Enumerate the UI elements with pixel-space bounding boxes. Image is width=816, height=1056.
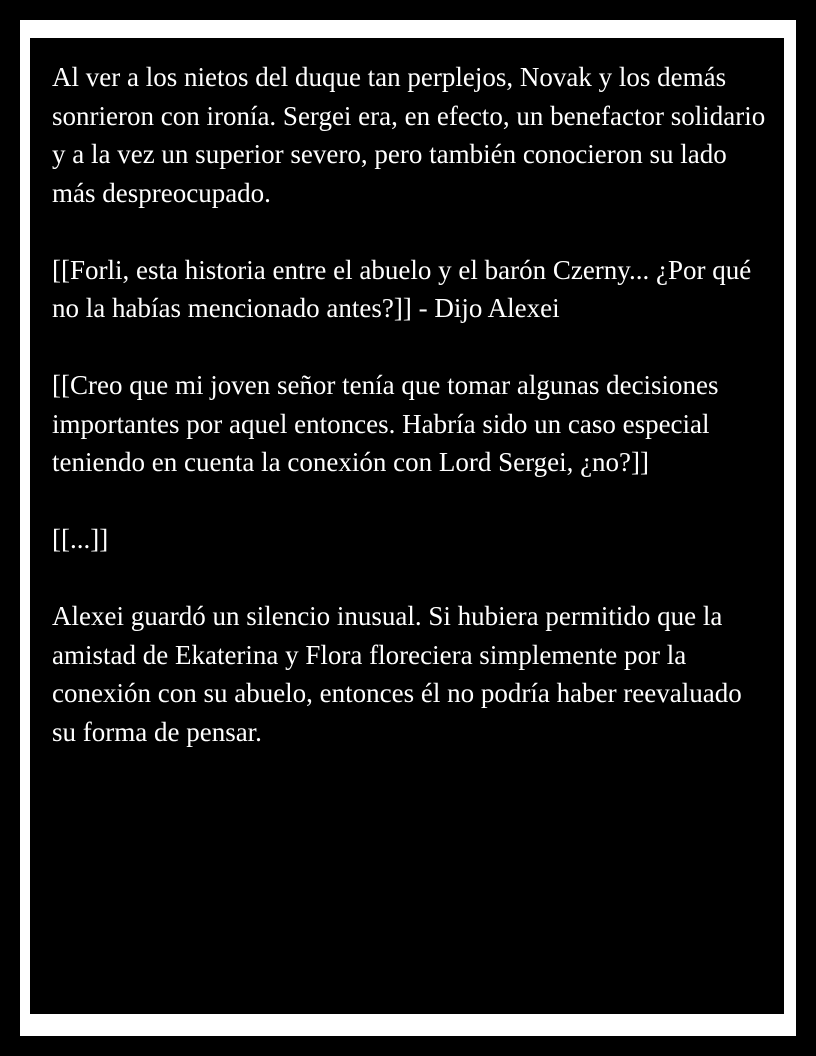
- paragraph-narration-2: Alexei guardó un silencio inusual. Si hubiera permitido que la amistad de Ekaterina y Flora floreciera simplemente por la conexión con su abuelo, entonces él no podría haber reevaluado su forma de pensar.: [52, 601, 742, 747]
- document-body: [52, 58, 772, 790]
- document-page: [30, 38, 784, 1014]
- paragraph-dialogue-forli: [[Creo que mi joven señor tenía que tomar algunas decisiones importantes por aquel entonces. Habría sido un caso especial teniendo en cuenta la conexión con Lord Sergei, ¿no?]]: [52, 370, 719, 477]
- paragraph-dialogue-silence: [[...]]: [52, 524, 109, 554]
- paragraph-narration-1: Al ver a los nietos del duque tan perplejos, Novak y los demás sonrieron con ironía. Sergei era, en efecto, un benefactor solidario y a la vez un superior severo, pero también conocieron su lado más despreocupado.: [52, 62, 766, 208]
- paragraph-dialogue-alexei: [[Forli, esta historia entre el abuelo y el barón Czerny... ¿Por qué no la habías mencionado antes?]] - Dijo Alexei: [52, 254, 752, 323]
